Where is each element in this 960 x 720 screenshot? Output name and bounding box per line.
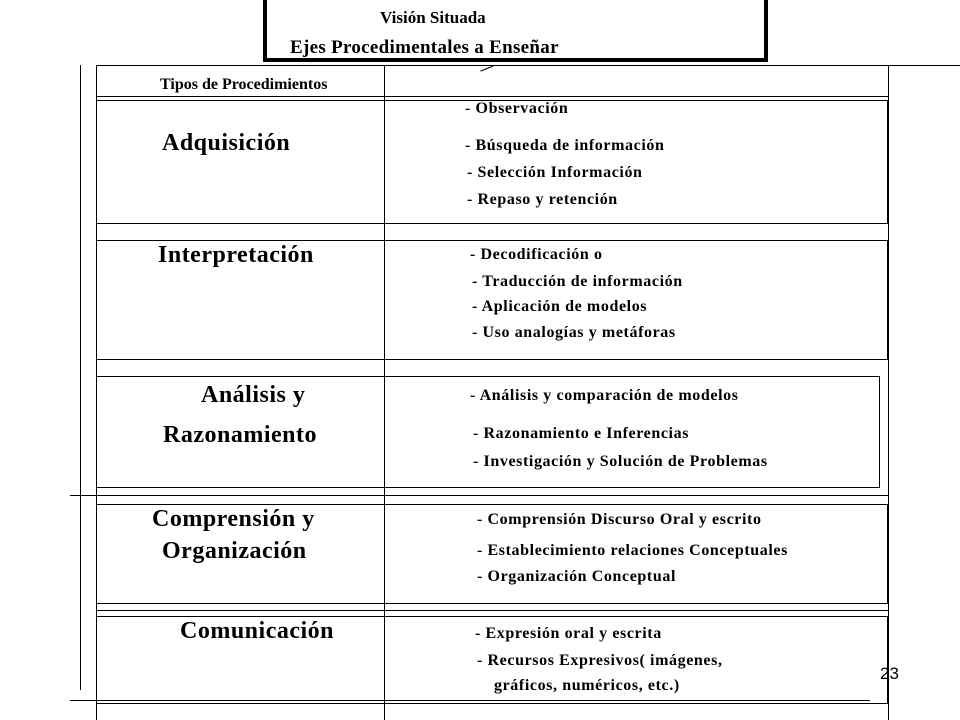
frame-top-line bbox=[96, 65, 960, 66]
outer-left-line bbox=[80, 65, 81, 690]
item-traduccion: - Traducción de información bbox=[472, 273, 683, 290]
item-expresion: - Expresión oral y escrita bbox=[475, 625, 662, 642]
category-adquisicion: Adquisición bbox=[162, 130, 291, 156]
item-decodificacion: - Decodificación o bbox=[470, 246, 603, 263]
category-interpretacion: Interpretación bbox=[158, 242, 314, 268]
title-tick bbox=[480, 65, 493, 71]
item-razonamiento-inferencias: - Razonamiento e Inferencias bbox=[473, 425, 690, 442]
rule-1 bbox=[96, 96, 888, 97]
box-inner-line bbox=[96, 610, 888, 611]
item-uso-analogias: - Uso analogías y metáforas bbox=[472, 324, 676, 341]
category-organizacion: Organización bbox=[162, 538, 307, 564]
item-observacion: - Observación bbox=[465, 100, 569, 117]
category-comprension: Comprensión y bbox=[152, 506, 315, 532]
item-organizacion-conceptual: - Organización Conceptual bbox=[477, 568, 676, 585]
category-comunicacion: Comunicación bbox=[180, 618, 335, 644]
item-aplicacion: - Aplicación de modelos bbox=[472, 298, 648, 315]
rule-3 bbox=[70, 495, 888, 496]
category-analisis: Análisis y bbox=[201, 382, 306, 408]
types-of-procedures-label: Tipos de Procedimientos bbox=[160, 76, 328, 93]
item-establecimiento: - Establecimiento relaciones Conceptuales bbox=[477, 542, 788, 559]
title-line-2: Ejes Procedimentales a Enseñar bbox=[290, 37, 559, 58]
item-recursos: - Recursos Expresivos( imágenes, bbox=[477, 652, 723, 669]
page-number: 23 bbox=[880, 664, 899, 683]
frame-right-line bbox=[888, 65, 889, 720]
item-analisis-comparacion: - Análisis y comparación de modelos bbox=[470, 387, 739, 404]
item-repaso: - Repaso y retención bbox=[467, 191, 618, 208]
item-seleccion: - Selección Información bbox=[467, 164, 643, 181]
category-razonamiento: Razonamiento bbox=[163, 422, 317, 448]
item-graficos: gráficos, numéricos, etc.) bbox=[494, 677, 680, 694]
title-line-1: Visión Situada bbox=[380, 8, 486, 27]
item-comprension-discurso: - Comprensión Discurso Oral y escrito bbox=[477, 511, 762, 528]
item-busqueda: - Búsqueda de información bbox=[465, 137, 665, 154]
item-investigacion: - Investigación y Solución de Problemas bbox=[473, 453, 768, 470]
